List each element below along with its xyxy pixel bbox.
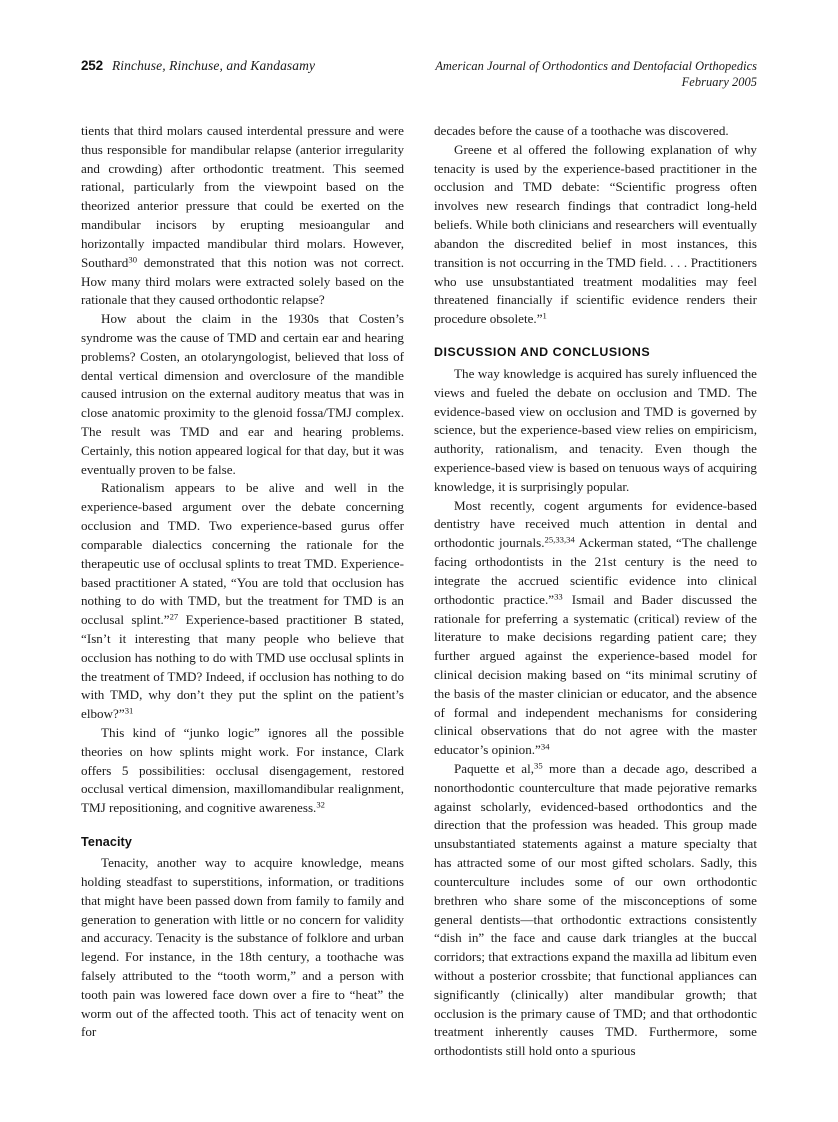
reference-marker: 33 xyxy=(554,591,563,602)
reference-marker: 25,33,34 xyxy=(544,534,575,545)
paragraph-tenacity: Tenacity, another way to acquire knowledge, means holding steadfast to superstitions, information, or traditions that might have been passed down from family to family and generation to generation with little or no concern for validity and accuracy. Tenacity is the substance of folklore and urban legend. For instance, in the 18th century, a toothache was falsely attributed to the “tooth worm,” and a person with tooth pain was lowered face down over a fire to “heat” the worm out of the affected tooth. This act of tenacity went on for xyxy=(81,855,404,1040)
paragraph-costen: How about the claim in the 1930s that Costen’s syndrome was the cause of TMD and certain ear and hearing problems? Costen, an otolaryngologist, believed that loss of dental vertical dimension and overclosure of the mandible caused intrusion on the external auditory meatus that was in close anatomic proximity to the glenoid fossa/TMJ complex. The result was TMD and ear and hearing problems. Certainly, this notion appeared logical for that day, but it was eventually proven to be false. xyxy=(81,311,404,477)
paragraph-way-knowledge: The way knowledge is acquired has surely influenced the views and fueled the debate on occlusion and TMD. The evidence-based view on occlusion and TMD is governed by science, but the experience-based view relies on empiricism, authority, rationalism, and tenacity. Even though the experience-based view is based on tenuous ways of acquiring knowledge, it is surprisingly popular. xyxy=(434,365,757,494)
reference-marker: 27 xyxy=(169,611,179,622)
reference-marker: 34 xyxy=(540,741,550,752)
reference-marker: 32 xyxy=(316,799,325,810)
paragraph-most-recently: Most recently, cogent arguments for evidence-based dentistry have received much attention in dental and orthodontic journals.$^{25,33,34}$ Ackerman stated, “The challenge facing orthodontists in the 21st century is the need to integrate the accrued scientific evidence into clinical orthodontic practice.”$^{33}$ Ismail and Bader discussed the rationale for preferring a systematic (critical) review of the literature to make decisions regarding patient care; they further argued against the experience-based model for clinical decision making based on “its minimal scrutiny of the basis of the master clinician or educator, and the absence of formal and independent mechanisms for considering clinical observations that do not agree with the master educator’s opinion.”$^{34}$ xyxy=(434,497,757,758)
reference-marker: 31 xyxy=(124,705,134,716)
right-column xyxy=(434,122,757,1061)
left-column xyxy=(81,122,404,1061)
paragraph-rationalism: Rationalism appears to be alive and well in the experience-based argument over the debate concerning occlusion and TMD. Two experience-based gurus offer comparable dialectics concerning the rationale for the therapeutic use of occlusal splints to treat TMD. Experience-based practitioner A stated, “You are told that occlusion has nothing to do with TMD, but the treatment for TMD is an occlusal splint.”$^{27}$ Experience-based practitioner B stated, “Isn’t it interesting that many people who believe that occlusion has nothing to do with TMD use occlusal splints in the treatment of TMD? Indeed, if occlusion has nothing to do with TMD, why don’t they put the splint on the patient’s elbow?”$^{31}$ xyxy=(81,480,404,722)
subheading-tenacity: Tenacity xyxy=(81,835,132,850)
reference-marker: 30 xyxy=(128,254,138,265)
running-head-left xyxy=(81,58,315,74)
running-head-right xyxy=(435,58,757,90)
journal-title: American Journal of Orthodontics and Dentofacial Orthopedics xyxy=(435,59,757,73)
issue-date: February 2005 xyxy=(681,75,757,89)
page-folio-number: 252 xyxy=(81,58,103,73)
paragraph-junko-logic: This kind of “junko logic” ignores all the possible theories on how splints might work. For instance, Clark offers 5 possibilities: occlusal disengagement, restored occlusal vertical dimension, maxillomandibular realignment, TMJ repositioning, and cognitive awareness.$^{32}$ xyxy=(81,725,404,816)
paragraph-molars-continued: tients that third molars caused interdental pressure and were thus responsible for mandibular relapse (anterior irregularity and crowding) after orthodontic treatment. This seemed rational, particularly from the viewpoint based on the theorized anterior pressure that could be exerted on the mandibular incisors by erupting mesioangular and horizontally impacted mandibular third molars. However, Southard$^{30}$ demonstrated that this notion was not correct. How many third molars were extracted solely based on the rationale that they caused orthodontic relapse? xyxy=(81,123,404,308)
running-head-authors: Rinchuse, Rinchuse, and Kandasamy xyxy=(111,58,316,73)
body-columns xyxy=(81,122,757,1061)
paragraph-decades-continued: decades before the cause of a toothache was discovered. xyxy=(434,123,729,138)
reference-marker: 35 xyxy=(534,760,543,771)
running-head xyxy=(81,58,757,90)
paragraph-greene: Greene et al offered the following explanation of why tenacity is used by the experience-based practitioner in the occlusion and TMD debate: “Scientific progress often involves new research findings that contradict long-held beliefs. While both clinicians and researchers will eventually abandon the discredited belief in most instances, this transition is not occurring in the TMD field. . . . Practitioners who use unsubstantiated treatment modalities may feel threatened financially if scientific evidence renders their procedure obsolete.”$^1$ xyxy=(434,141,757,327)
paragraph-paquette: Paquette et al,$^{35}$ more than a decade ago, described a nonorthodontic counterculture that made pejorative remarks against scholarly, evidenced-based orthodontics and the direction that the profession was headed. This group made unsubstantiated statements against a mature specialty that has attracted some of our most gifted scholars. Sadly, this counterculture includes some of our own orthodontic brethren who share some of the misconceptions of some general dentists—that orthodontic extractions consistently “dish in” the face and cause dark triangles at the buccal corridors; that extractions expand the maxilla ad libitum even without a posterior crossbite; that functional appliances can significantly (clinically) alter mandibular growth; that occlusion is the primary cause of TMD; and that orthodontic treatment inherently causes TMD. Furthermore, some orthodontists still hold onto a spurious xyxy=(434,760,757,1059)
reference-marker: 1 xyxy=(542,310,547,321)
section-heading-discussion: DISCUSSION AND CONCLUSIONS xyxy=(434,344,651,359)
